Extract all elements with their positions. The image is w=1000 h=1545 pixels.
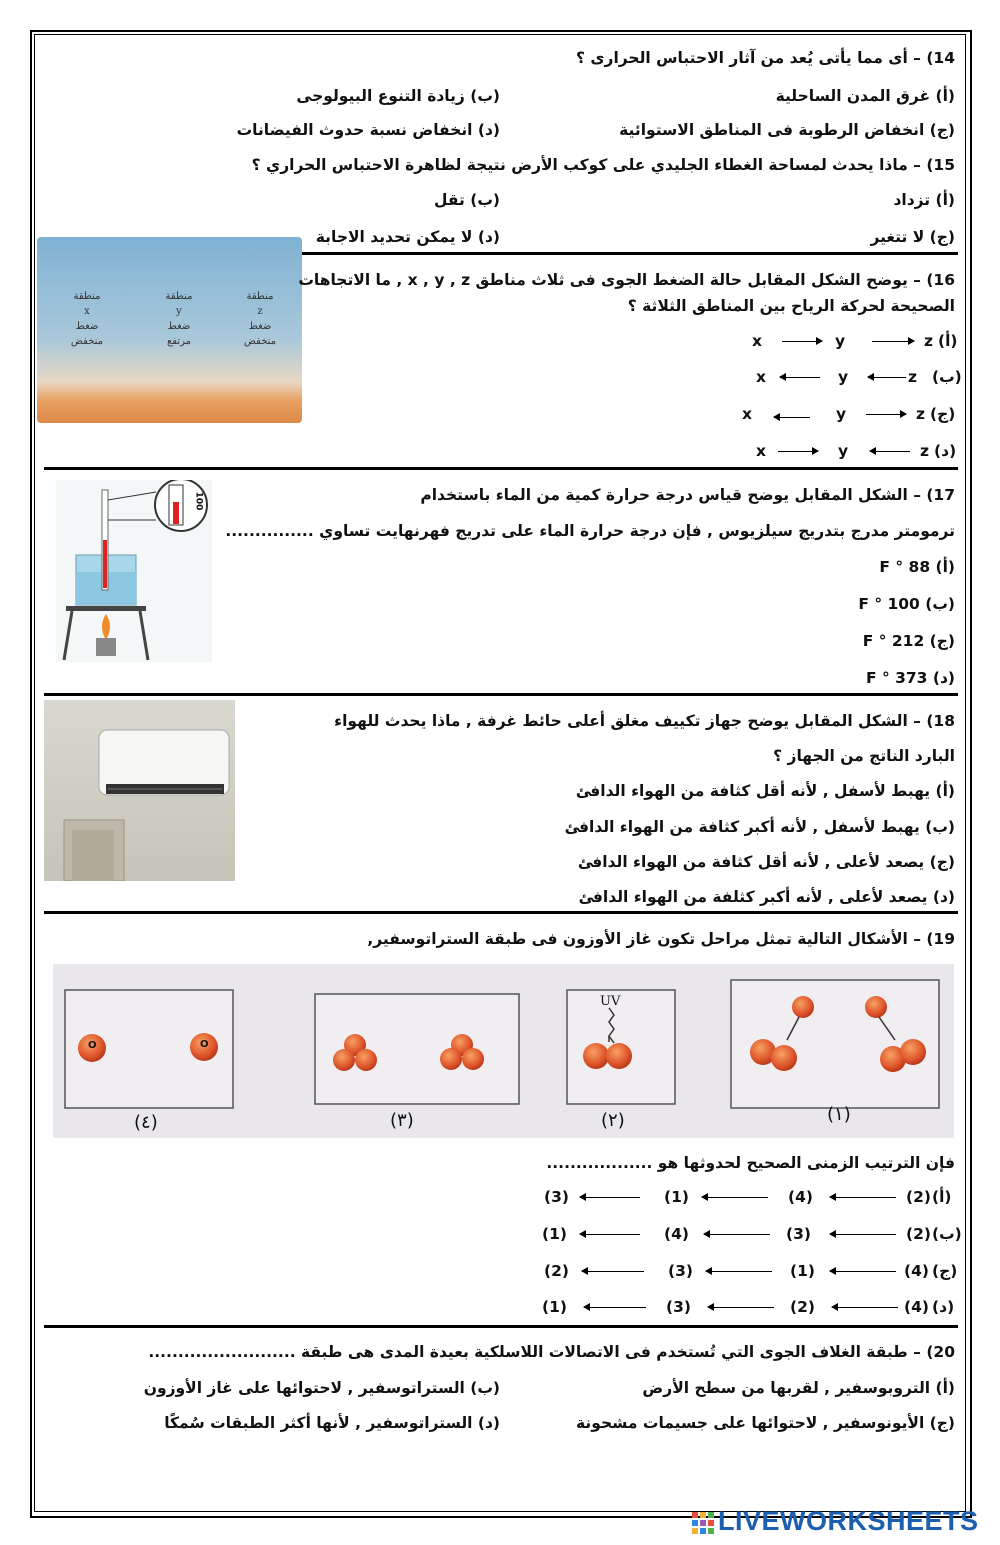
q16-question-line1: 16) – يوضح الشكل المقابل حالة الضغط الجوى فى ثلاث مناطق x , y , z , ما الاتجاهات xyxy=(298,271,955,289)
q20-option-b[interactable]: (ب) الستراتوسفير , لاحتوائها على غاز الأوزون xyxy=(143,1379,500,1397)
divider xyxy=(44,911,958,914)
q18-option-c[interactable]: (ج) يصعد لأعلى , لأنه أقل كثافة من الهواء الدافئ xyxy=(577,853,955,871)
q14-option-d[interactable]: (د) انخفاض نسبة حدوث الفيضانات xyxy=(236,121,500,139)
option-label: (د) xyxy=(932,1298,955,1316)
arrow-left xyxy=(584,1307,646,1308)
q20-option-c[interactable]: (ج) الأيونوسفير , لاحتوائها على جسيمات مشحونة xyxy=(576,1414,955,1432)
arrow-left xyxy=(868,377,906,378)
q15-option-a[interactable]: (أ) تزداد xyxy=(893,191,955,209)
seq-item: (4) xyxy=(904,1298,929,1316)
seq-item: (2) xyxy=(906,1188,931,1206)
thermometer-scale-label: 100 xyxy=(193,491,204,511)
seq-item: (4) xyxy=(904,1262,929,1280)
q15-option-c[interactable]: (ج) لا تتغير xyxy=(870,228,955,246)
q20-option-a[interactable]: (أ) التروبوسفير , لقربها من سطح الأرض xyxy=(642,1379,955,1397)
q15-option-d[interactable]: (د) لا يمكن تحديد الاجابة xyxy=(315,228,500,246)
var-x: x xyxy=(756,442,766,460)
liveworksheets-logo-icon xyxy=(692,1512,714,1534)
panel-label-4: (٤) xyxy=(134,1112,158,1133)
q20-option-d[interactable]: (د) الستراتوسفير , لأنها أكثر الطبقات سُمكًا xyxy=(164,1414,500,1432)
q14-option-b[interactable]: (ب) زيادة التنوع البيولوجى xyxy=(296,87,500,105)
arrow-left xyxy=(774,417,810,418)
arrow-right xyxy=(778,451,818,452)
seq-item: (2) xyxy=(544,1262,569,1280)
var-y: y xyxy=(836,405,847,423)
q15-option-b[interactable]: (ب) تقل xyxy=(434,191,500,209)
panel-label-1: (١) xyxy=(827,1104,851,1125)
divider xyxy=(44,1325,958,1328)
var-y: y xyxy=(835,332,846,350)
q16-option-c[interactable] xyxy=(740,405,960,425)
arrow-left xyxy=(830,1234,896,1235)
seq-item: (3) xyxy=(668,1262,693,1280)
pressure-regions-image xyxy=(37,237,302,423)
arrow-left xyxy=(780,377,820,378)
seq-item: (1) xyxy=(542,1225,567,1243)
q16-question-line2: الصحيحة لحركة الرياح بين المناطق الثلاثة ؟ xyxy=(627,297,955,315)
seq-item: (1) xyxy=(790,1262,815,1280)
arrow-left xyxy=(832,1307,898,1308)
arrow-right xyxy=(782,341,822,342)
q16-option-b[interactable] xyxy=(740,368,960,388)
seq-item: (3) xyxy=(544,1188,569,1206)
option-label: (ج) xyxy=(932,1262,958,1280)
option-label: (ب) xyxy=(932,368,962,386)
var-z: z xyxy=(908,368,918,386)
uv-label: UV xyxy=(600,994,621,1009)
q18-question-line1: 18) – الشكل المقابل يوضح جهاز تكييف مغلق أعلى حائط غرفة , ماذا يحدث للهواء xyxy=(334,712,955,730)
air-conditioner-image xyxy=(44,700,235,881)
seq-item: (4) xyxy=(664,1225,689,1243)
arrow-left xyxy=(706,1271,772,1272)
liveworksheets-logo-text: LIVEWORKSHEETS xyxy=(718,1506,979,1536)
divider xyxy=(44,467,958,470)
arrow-left xyxy=(830,1271,896,1272)
var-y: y xyxy=(838,368,849,386)
q19-option-d[interactable] xyxy=(540,1298,960,1318)
region-y-label: منطقة y ضغط مرتفع xyxy=(165,291,193,347)
q20-question: 20) – طبقة الغلاف الجوى التي تُستخدم فى الاتصالات اللاسلكية بعيدة المدى هى طبقة ......................... xyxy=(148,1343,955,1361)
q16-option-a[interactable] xyxy=(740,332,960,352)
option-label: (ج) xyxy=(930,405,956,423)
region-x-label: منطقة x ضغط منخفض xyxy=(70,291,104,347)
arrow-left xyxy=(702,1197,768,1198)
region-z-label: منطقة z ضغط منخفض xyxy=(243,291,277,347)
seq-item: (3) xyxy=(666,1298,691,1316)
q15-question: 15) – ماذا يحدث لمساحة الغطاء الجليدي على كوكب الأرض نتيجة لظاهرة الاحتباس الحراري ؟ xyxy=(251,156,955,174)
seq-item: (3) xyxy=(786,1225,811,1243)
q18-option-d[interactable]: (د) يصعد لأعلى , لأنه أكبر كثلفة من الهواء الدافئ xyxy=(578,888,955,906)
panel-label-2: (٢) xyxy=(601,1110,625,1131)
q19-question: 19) – الأشكال التالية تمثل مراحل تكون غاز الأوزون فى طبقة الستراتوسفير, xyxy=(367,930,955,948)
q17-option-d[interactable]: (د) F ° 373 xyxy=(865,669,955,687)
var-y: y xyxy=(838,442,849,460)
thermometer-beaker-image xyxy=(56,480,212,662)
q14-option-a[interactable]: (أ) غرق المدن الساحلية xyxy=(775,87,955,105)
arrow-left xyxy=(870,451,910,452)
arrow-left xyxy=(708,1307,774,1308)
option-label: (ب) xyxy=(932,1225,962,1243)
option-label: (أ) xyxy=(932,1188,952,1206)
q19-followup: فإن الترتيب الزمنى الصحيح لحدوثها هو .................. xyxy=(546,1154,955,1172)
atom-label: O xyxy=(88,1040,97,1051)
q17-option-a[interactable]: (أ) F ° 88 xyxy=(879,558,955,576)
q18-option-b[interactable]: (ب) يهبط لأسفل , لأنه أكبر كثافة من الهواء الدافئ xyxy=(564,818,955,836)
arrow-left xyxy=(830,1197,896,1198)
arrow-left xyxy=(704,1234,770,1235)
arrow-left xyxy=(580,1234,640,1235)
seq-item: (2) xyxy=(790,1298,815,1316)
option-label: (أ) xyxy=(938,332,958,350)
q17-option-b[interactable]: (ب) F ° 100 xyxy=(858,595,955,613)
q17-option-c[interactable]: (ج) F ° 212 xyxy=(862,632,955,650)
arrow-left xyxy=(582,1271,644,1272)
q18-question-line2: البارد الناتج من الجهاز ؟ xyxy=(773,747,955,765)
var-x: x xyxy=(756,368,766,386)
q19-option-c[interactable] xyxy=(540,1262,960,1282)
var-z: z xyxy=(920,442,930,460)
seq-item: (2) xyxy=(906,1225,931,1243)
q17-question-line1: 17) – الشكل المقابل يوضح قياس درجة حرارة كمية من الماء باستخدام xyxy=(420,486,955,504)
q18-option-a[interactable]: (أ) يهبط لأسفل , لأنه أقل كثافة من الهواء الدافئ xyxy=(575,782,955,800)
panel-label-3: (٣) xyxy=(390,1110,414,1131)
var-x: x xyxy=(752,332,762,350)
var-z: z xyxy=(924,332,934,350)
arrow-left xyxy=(580,1197,640,1198)
option-label: (د) xyxy=(934,442,957,460)
q14-option-c[interactable]: (ج) انخفاض الرطوبة فى المناطق الاستوائية xyxy=(619,121,955,139)
q19-option-b[interactable] xyxy=(540,1225,960,1245)
q14-question: 14) – أى مما يأتى يُعد من آثار الاحتباس الحرارى ؟ xyxy=(575,49,955,67)
atom-label: O xyxy=(200,1039,209,1050)
q19-option-a[interactable] xyxy=(540,1188,960,1208)
q17-question-line2: ترمومتر مدرج بتدريج سيلزيوس , فإن درجة حرارة الماء على تدريج فهرنهايت تساوي ............... xyxy=(225,522,955,540)
divider xyxy=(44,693,958,696)
arrow-right xyxy=(866,414,906,415)
q16-option-d[interactable] xyxy=(740,442,960,462)
var-x: x xyxy=(742,405,752,423)
seq-item: (4) xyxy=(788,1188,813,1206)
seq-item: (1) xyxy=(542,1298,567,1316)
ozone-stages-image xyxy=(53,964,954,1138)
var-z: z xyxy=(916,405,926,423)
seq-item: (1) xyxy=(664,1188,689,1206)
arrow-right xyxy=(872,341,914,342)
